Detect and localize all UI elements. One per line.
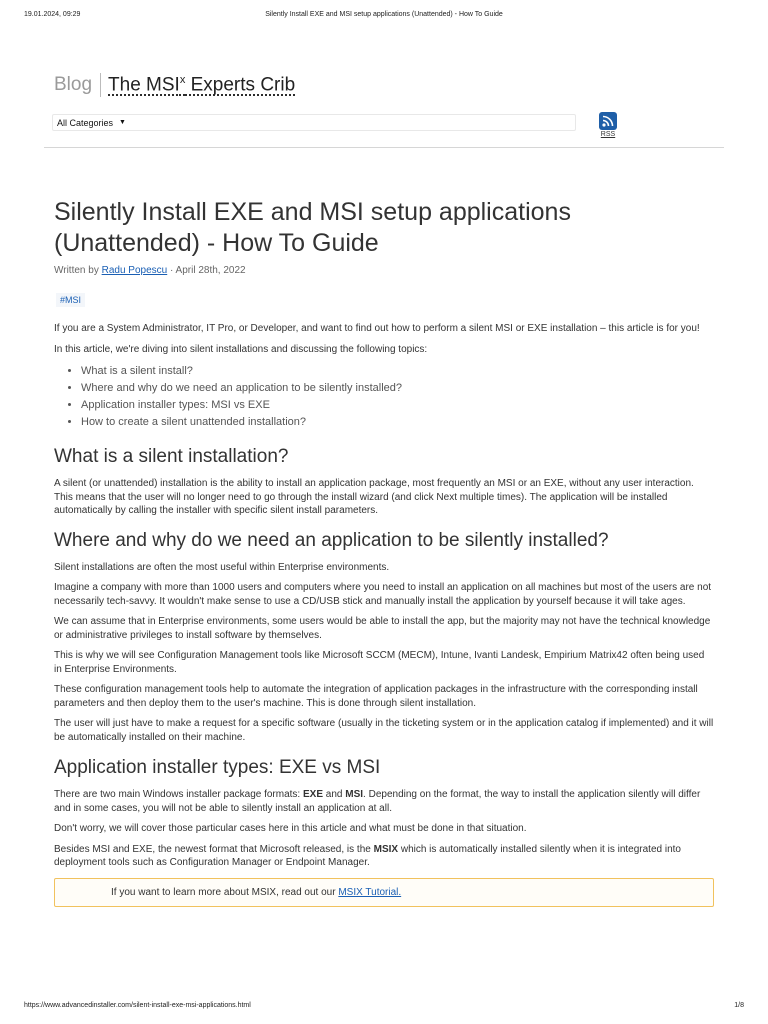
toc-item[interactable]: • What is a silent install? <box>81 363 714 380</box>
rss-label: RSS <box>600 131 616 138</box>
category-select-label: All Categories <box>57 117 114 128</box>
print-title: Silently Install EXE and MSI setup applications (Unattended) - How To Guide <box>265 11 503 18</box>
bold-exe: EXE <box>303 789 324 800</box>
text: Besides MSI and EXE, the newest format that Microsoft released, is the <box>54 843 374 855</box>
print-datetime: 19.01.2024, 09:29 <box>24 11 81 18</box>
paragraph: We can assume that in Enterprise environments, some users would be able to install the app, but the majority may not have the technical knowledge or administrative privileges to install software by themselves. <box>54 616 711 641</box>
paragraph <box>54 788 714 815</box>
crib-suffix: Experts Crib <box>185 74 296 96</box>
info-note <box>54 878 714 907</box>
category-select[interactable] <box>52 114 576 131</box>
text: and <box>323 789 346 800</box>
crib-sup: x <box>179 73 186 86</box>
print-page-number: 1/8 <box>734 1002 744 1009</box>
crib-prefix: The MSI <box>108 74 180 96</box>
paragraph <box>54 843 714 870</box>
header-divider <box>44 147 724 148</box>
blog-link[interactable]: Blog <box>54 74 93 95</box>
rss-icon <box>599 112 617 130</box>
byline <box>54 265 714 276</box>
paragraph: These configuration management tools help to automate the integration of application packages in the infrastructure with the corresponding install parameters and then deploy them to the user's machine. This is done through silent installation. <box>54 684 698 709</box>
article-title: Silently Install EXE and MSI setup applications (Unattended) - How To Guide <box>54 198 571 257</box>
toc-item[interactable]: • Where and why do we need an application to be silently installed? <box>81 380 714 397</box>
text: which is automatically installed silently when it is integrated into deployment tools such as Configuration Manager or Endpoint Manager. <box>54 843 681 868</box>
article-body <box>54 197 714 907</box>
paragraph: Silent installations are often the most useful within Enterprise environments. <box>54 561 390 573</box>
intro-paragraph: If you are a System Administrator, IT Pro, or Developer, and want to find out how to perform a silent MSI or EXE installation – this article is for you! <box>54 323 700 334</box>
paragraph: Imagine a company with more than 1000 users and computers where you need to install an application on all machines but most of the users are not necessarily tech-savvy. It wouldn't make sense to use a CD/USB stick and manually install the application by yourself because it will take ages. <box>54 582 712 607</box>
caret-down-icon: ▼ <box>119 119 126 126</box>
toc-item[interactable]: • How to create a silent unattended installation? <box>81 414 714 431</box>
toc-item[interactable]: • Application installer types: MSI vs EXE <box>81 397 714 414</box>
toc-list <box>54 363 714 431</box>
author-link[interactable]: Radu Popescu <box>101 265 168 276</box>
tag-msi[interactable]: #MSI <box>56 293 85 307</box>
brand-divider <box>100 73 101 97</box>
section-heading-installer-types: Application installer types: EXE vs MSI <box>54 757 381 778</box>
print-footer <box>0 1002 768 1014</box>
section-heading-silent-installation: What is a silent installation? <box>54 446 289 467</box>
paragraph: A silent (or unattended) installation is the ability to install an application package, most frequently an MSI or an EXE, without any user interaction. This means that the user will no longer need to go through the install wizard (and click Next multiple times). The application will be installed automatically by calling the installer with specific silent install parameters. <box>54 478 694 516</box>
paragraph: The user will just have to make a request for a specific software (usually in the ticketing system or in the application catalog if implemented) and it will be automatically installed on their machine. <box>54 718 714 743</box>
crib-link[interactable] <box>108 74 295 96</box>
rss-link[interactable] <box>598 112 618 138</box>
byline-prefix: Written by <box>54 265 102 276</box>
paragraph: This is why we will see Configuration Management tools like Microsoft SCCM (MECM), Intune, Ivanti Landesk, Empirium Matrix42 often being used in Enterprise Environments. <box>54 650 705 675</box>
text: There are two main Windows installer package formats: <box>54 789 303 800</box>
intro-topics: In this article, we're diving into silent installations and discussing the following topics: <box>54 343 428 355</box>
bold-msix: MSIX <box>373 843 399 855</box>
byline-date: · April 28th, 2022 <box>167 265 246 276</box>
site-brand <box>54 73 295 97</box>
msix-tutorial-link[interactable]: MSIX Tutorial. <box>338 886 402 898</box>
print-header <box>0 11 768 23</box>
bold-msi: MSI <box>345 789 364 800</box>
paragraph: Don't worry, we will cover those particular cases here in this article and what must be done in that situation. <box>54 823 527 834</box>
note-text: If you want to learn more about MSIX, read out our <box>111 886 339 898</box>
print-url: https://www.advancedinstaller.com/silent-install-exe-msi-applications.html <box>24 1002 251 1009</box>
text: . Depending on the format, the way to install the application silently will differ and in some cases, you will not be able to silently install an application at all. <box>54 789 701 814</box>
section-heading-where-why: Where and why do we need an application to be silently installed? <box>54 529 609 551</box>
